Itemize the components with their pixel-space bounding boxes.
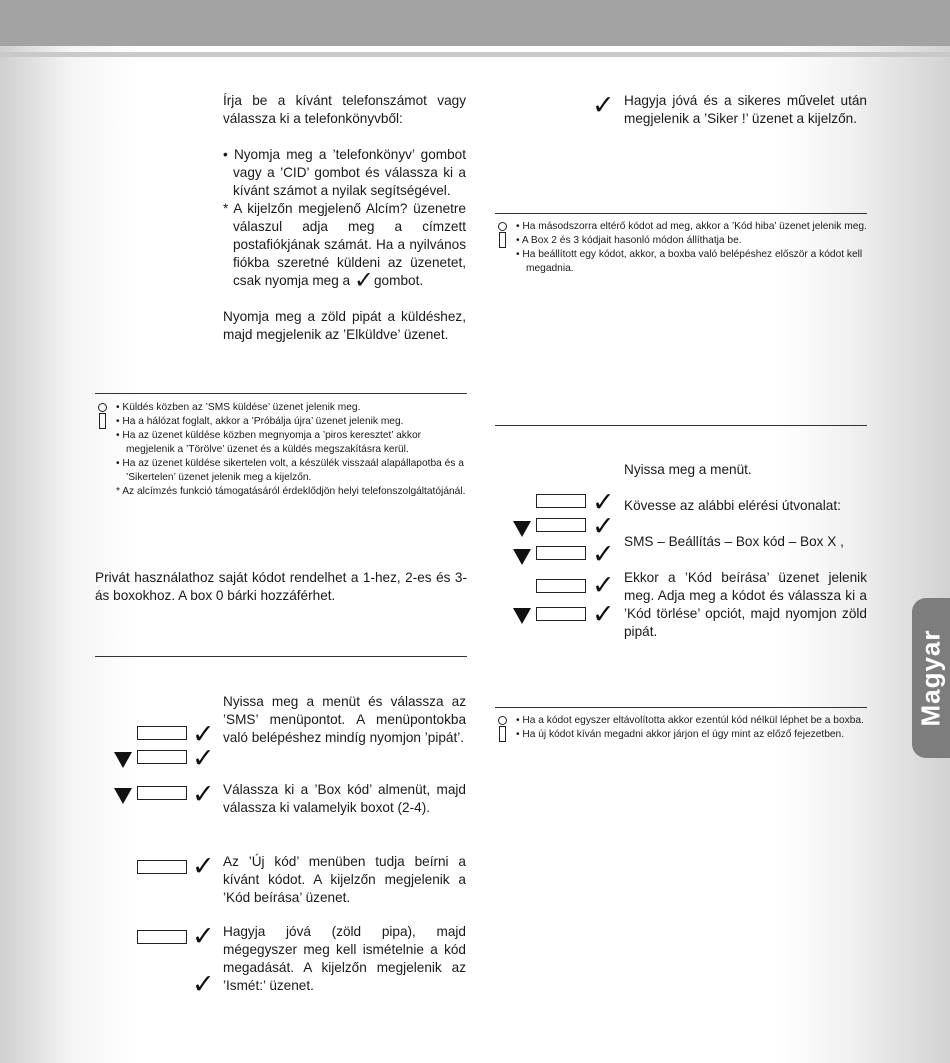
- divider: [495, 425, 867, 426]
- display-screen-icon: [536, 494, 586, 508]
- down-arrow-icon: [513, 549, 531, 565]
- step-text: Hagyja jóvá (zöld pipa), majd mégegyszer meg kell ismételnie a kód megadását. A kijelzőn megjelenik az ’Ismét:’ üzenet.: [223, 924, 466, 993]
- info-icon: [497, 222, 507, 248]
- phonebook-bullet: • Nyomja meg a ’telefonkönyv’ gombot vagy a ’CID’ gombot és válassza ki a kívánt számot a nyilak segítségével.: [223, 147, 466, 198]
- step-text: Válassza ki a ’Box kód’ almenüt, majd válassza ki valamelyik boxot (2-4).: [223, 782, 466, 815]
- header-bar: [0, 0, 950, 46]
- note-item: • Ha az üzenet küldése közben megnyomja a ’piros keresztet’ akkor megjelenik a ’Törölve’ üzenet és a küldés megszakításra kerül.: [116, 430, 422, 455]
- display-screen-icon: [137, 860, 187, 874]
- divider: [95, 393, 467, 394]
- check-mark-icon: ✓: [592, 487, 615, 518]
- display-screen-icon: [536, 607, 586, 621]
- language-tab: [912, 598, 950, 758]
- display-screen-icon: [137, 786, 187, 800]
- header-rule: [0, 52, 950, 57]
- check-mark-icon: ✓: [592, 599, 615, 630]
- note-item: • Ha a hálózat foglalt, akkor a ’Próbálja újra’ üzenet jelenik meg.: [116, 416, 404, 427]
- delete-code-notes: [516, 714, 867, 742]
- check-mark-icon: ✓: [192, 719, 215, 750]
- language-tab-label: Magyar: [915, 629, 946, 727]
- divider: [495, 213, 867, 214]
- check-mark-icon: ✓: [192, 743, 215, 774]
- display-screen-icon: [137, 930, 187, 944]
- step-text: Ekkor a ’Kód beírása’ üzenet jelenik meg. Adja meg a kódot és válassza ki a ’Kód törlése’ opciót, majd nyomjon zöld pipát.: [624, 570, 867, 639]
- display-screen-icon: [137, 750, 187, 764]
- note-item: • Ha másodszorra eltérő kódot ad meg, akkor a ’Kód hiba’ üzenet jelenik meg.: [516, 221, 867, 232]
- check-mark-icon: ✓: [592, 539, 615, 570]
- check-mark-icon: ✓: [592, 511, 615, 542]
- check-mark-icon: ✓: [592, 570, 615, 601]
- check-mark-icon: ✓: [192, 851, 215, 882]
- check-mark-icon: ✓: [192, 921, 215, 952]
- divider: [95, 656, 467, 657]
- code-notes: [516, 220, 867, 276]
- check-mark-icon: ✓: [353, 267, 374, 294]
- note-item: * Az alcímzés funkció támogatásáról érdeklődjön helyi telefonszolgáltatójánál.: [116, 486, 466, 497]
- display-screen-icon: [536, 518, 586, 532]
- down-arrow-icon: [513, 521, 531, 537]
- note-item: • Ha a kódot egyszer eltávolította akkor ezentúl kód nélkül léphet be a boxba.: [516, 715, 864, 726]
- subaddress-note: [223, 200, 466, 294]
- divider: [495, 707, 867, 708]
- private-paragraph: Privát használathoz saját kódot rendelhet a 1-hez, 2-es és 3-ás boxokhoz. A box 0 bárki hozzáférhet.: [95, 570, 467, 603]
- sending-notes: [116, 401, 466, 499]
- display-screen-icon: [536, 546, 586, 560]
- note-item: • Ha az üzenet küldése sikertelen volt, a készülék visszaál alapállapotba és a ’Sikertelen’ üzenet jelenik meg a kijelzőn.: [116, 458, 464, 483]
- down-arrow-icon: [114, 788, 132, 804]
- note-item: • Ha beállított egy kódot, akkor, a boxba való belépéshez először a kódot kell megadnia.: [516, 249, 863, 274]
- down-arrow-icon: [513, 608, 531, 624]
- intro-paragraph: Írja be a kívánt telefonszámot vagy válassza ki a telefonkönyvből:: [223, 93, 466, 126]
- display-screen-icon: [137, 726, 187, 740]
- send-paragraph: Nyomja meg a zöld pipát a küldéshez, majd megjelenik az ’Elküldve’ üzenet.: [223, 309, 466, 342]
- check-mark-icon: ✓: [192, 779, 215, 810]
- info-icon: [497, 716, 507, 742]
- note-item: • Küldés közben az ’SMS küldése’ üzenet jelenik meg.: [116, 402, 361, 413]
- display-screen-icon: [536, 579, 586, 593]
- note-item: • A Box 2 és 3 kódjait hasonló módon állíthatja be.: [516, 235, 742, 246]
- step-text: Az ’Új kód’ menüben tudja beírni a kívánt kódot. A kijelzőn megjelenik a ’Kód beírása’ üzenet.: [223, 854, 466, 905]
- step-text: Nyissa meg a menüt.: [624, 462, 752, 477]
- check-mark-icon: ✓: [192, 969, 215, 1000]
- note-item: • Ha új kódot kíván megadni akkor járjon el úgy mint az előző fejezetben.: [516, 729, 845, 740]
- step-text: Kövesse az alábbi elérési útvonalat:: [624, 498, 841, 513]
- check-mark-icon: ✓: [592, 90, 615, 121]
- subaddress-note-text: * A kijelzőn megjelenő Alcím? üzenetre válaszul adja meg a címzett postafiókjának számát. Ha a nyilvános fiókba szeretné küldeni az üzenetet, csak nyomja meg a: [223, 201, 466, 288]
- subaddress-note-end: gombot.: [374, 273, 424, 288]
- step-text: SMS – Beállítás – Box kód – Box X ,: [624, 534, 844, 549]
- intro-text: [223, 92, 466, 344]
- step-text: Nyissa meg a menüt és válassza az ’SMS’ menüpontot. A menüpontokba való belépéshez mindíg nyomjon ’pipát’.: [223, 694, 466, 745]
- confirm-text: Hagyja jóvá és a sikeres művelet után megjelenik a ’Siker !’ üzenet a kijelzőn.: [624, 93, 867, 126]
- private-code-text: [95, 569, 467, 605]
- info-icon: [97, 403, 107, 429]
- down-arrow-icon: [114, 752, 132, 768]
